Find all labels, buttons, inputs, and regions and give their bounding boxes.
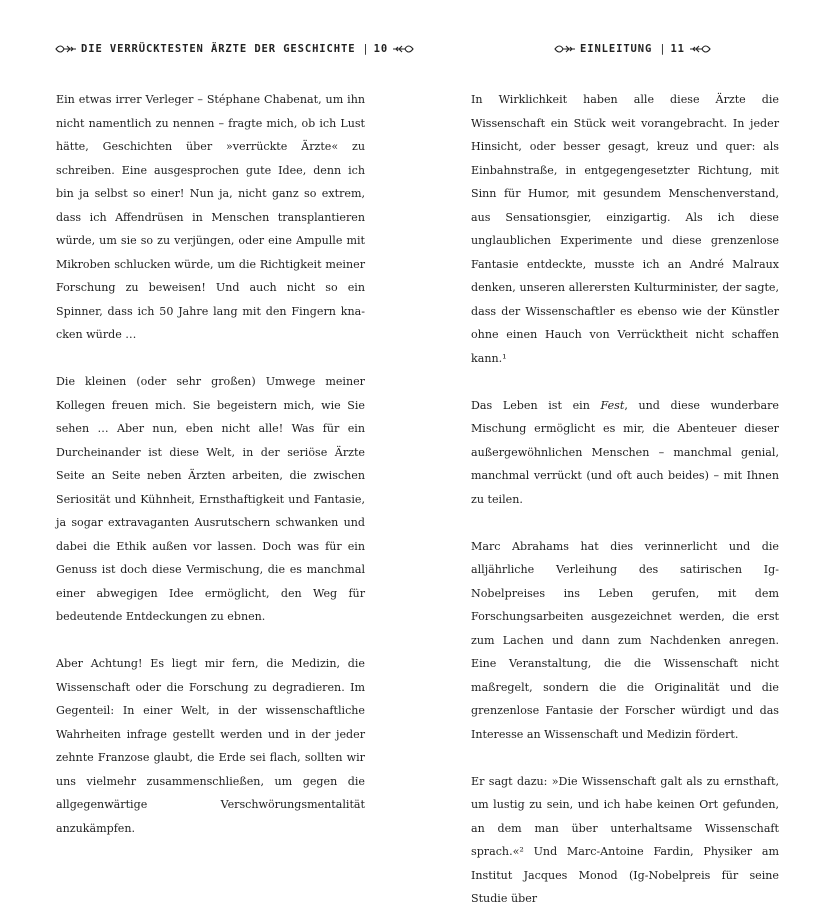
flourish-ornament-icon [392, 44, 414, 54]
paragraph-text: , und diese wunderbare Mischung ermöglicht es mir, die Abenteuer dieser außergewöhnlichen Menschen – manchmal genial, manchmal verrückt (und oft auch beides) – mit Ihnen zu teilen. [471, 398, 779, 506]
right-page-body [471, 88, 779, 911]
flourish-ornament-icon [55, 44, 77, 54]
paragraph: Marc Abrahams hat dies verinnerlicht und die alljährliche Verleihung des satirischen Ig-Nobelpreises ins Leben gerufen, mit dem Forschungsarbeiten ausgezeichnet werden, die erst zum Lachen und dann zum Nachdenken anregen. Eine Veranstaltung, die die Wissenschaft nicht maßregelt, sondern die die Originalität und die grenzenlose Fantasie der Forscher würdigt und das Interesse an Wissenschaft und Medizin fördert. [471, 539, 779, 741]
paragraph: Er sagt dazu: »Die Wissenschaft galt als zu ernsthaft, um lustig zu sein, und ich habe keinen Ort gefunden, an dem man über unterhaltsame Wissenschaft sprach.«² Und Marc-Antoine Fardin, Physiker am Institut Jacques Monod (Ig-Nobelpreis für seine Studie über [471, 774, 779, 905]
paragraph: Ein etwas irrer Verleger – Stéphane Chabenat, um ihn nicht namentlich zu nennen – fragte mich, ob ich Lust hätte, Geschichten über »verrückte Ärzte« zu schreiben. Eine ausgesprochen gute Idee, denn ich bin ja selbst so einer! Nun ja, nicht ganz so extrem, dass ich Affendrüsen in Menschen transplantieren würde, um sie so zu verjüngen, oder eine Ampulle mit Mikroben schlucken würde, um die Richtigkeit meiner Forschung zu beweisen! Und auch nicht so ein Spinner, dass ich 50 Jahre lang mit den Fingern knacken würde … [56, 93, 365, 341]
flourish-ornament-icon [689, 44, 711, 54]
running-head-title: DIE VERRÜCKTESTEN ÄRZTE DER GESCHICHTE [81, 43, 356, 55]
paragraph: Die kleinen (oder sehr großen) Umwege meiner Kollegen freuen mich. Sie begeistern mich, wie Sie sehen … Aber nun, eben nicht alle! Was für ein Durcheinander ist diese Welt, in der seriöse Ärzte Seite an Seite neben Ärzten arbeiten, die zwischen Seriosität und Kühnheit, Ernsthaftigkeit und Fantasie, ja sogar extravaganten Ausrutschern schwanken und dabei die Ethik außen vor lassen. Doch was für ein Genuss ist doch diese Vermischung, die es manchmal einer abwegigen Idee ermöglicht, den Weg für bedeutende Entdeckungen zu ebnen. [56, 375, 365, 623]
paragraph: Aber Achtung! Es liegt mir fern, die Medizin, die Wissenschaft oder die Forschung zu degradieren. Im Gegenteil: In einer Welt, in der wissenschaftliche Wahrheiten infrage gestellt werden und in der jeder zehnte Franzose glaubt, die Erde sei flach, sollten wir uns vielmehr zusammenschließen, um gegen die allgegenwärtige Verschwörungsmentalität anzukämpfen. [56, 657, 365, 835]
running-head-title: EINLEITUNG [580, 43, 653, 55]
right-page [417, 0, 833, 905]
running-head-right [554, 41, 711, 57]
page-number: 11 [670, 43, 685, 55]
paragraph [471, 394, 779, 512]
paragraph-text: Das Leben ist ein [471, 398, 601, 412]
running-head-separator: | [362, 43, 370, 55]
left-page [0, 0, 416, 835]
running-head-left [55, 41, 414, 57]
emphasis-text: Fest [600, 398, 625, 412]
left-page-body [56, 88, 365, 840]
paragraph: In Wirklichkeit haben alle diese Ärzte die Wissenschaft ein Stück weit vorangebracht. In jeder Hinsicht, oder besser gesagt, kreuz und quer: als Einbahnstraße, in entgegengesetzter Richtung, mit Sinn für Humor, mit gesundem Menschenverstand, aus Sensationsgier, einzigartig. Als ich diese unglaublichen Experimente und diese grenzenlose Fantasie entdeckte, musste ich an André Malraux denken, unseren allerersten Kulturminister, der sagte, dass der Wissenschaftler es ebenso wie der Künstler ohne einen Hauch von Verrücktheit nicht schaffen kann.¹ [471, 93, 779, 365]
flourish-ornament-icon [554, 44, 576, 54]
running-head-separator: | [659, 43, 667, 55]
page-number: 10 [373, 43, 389, 55]
